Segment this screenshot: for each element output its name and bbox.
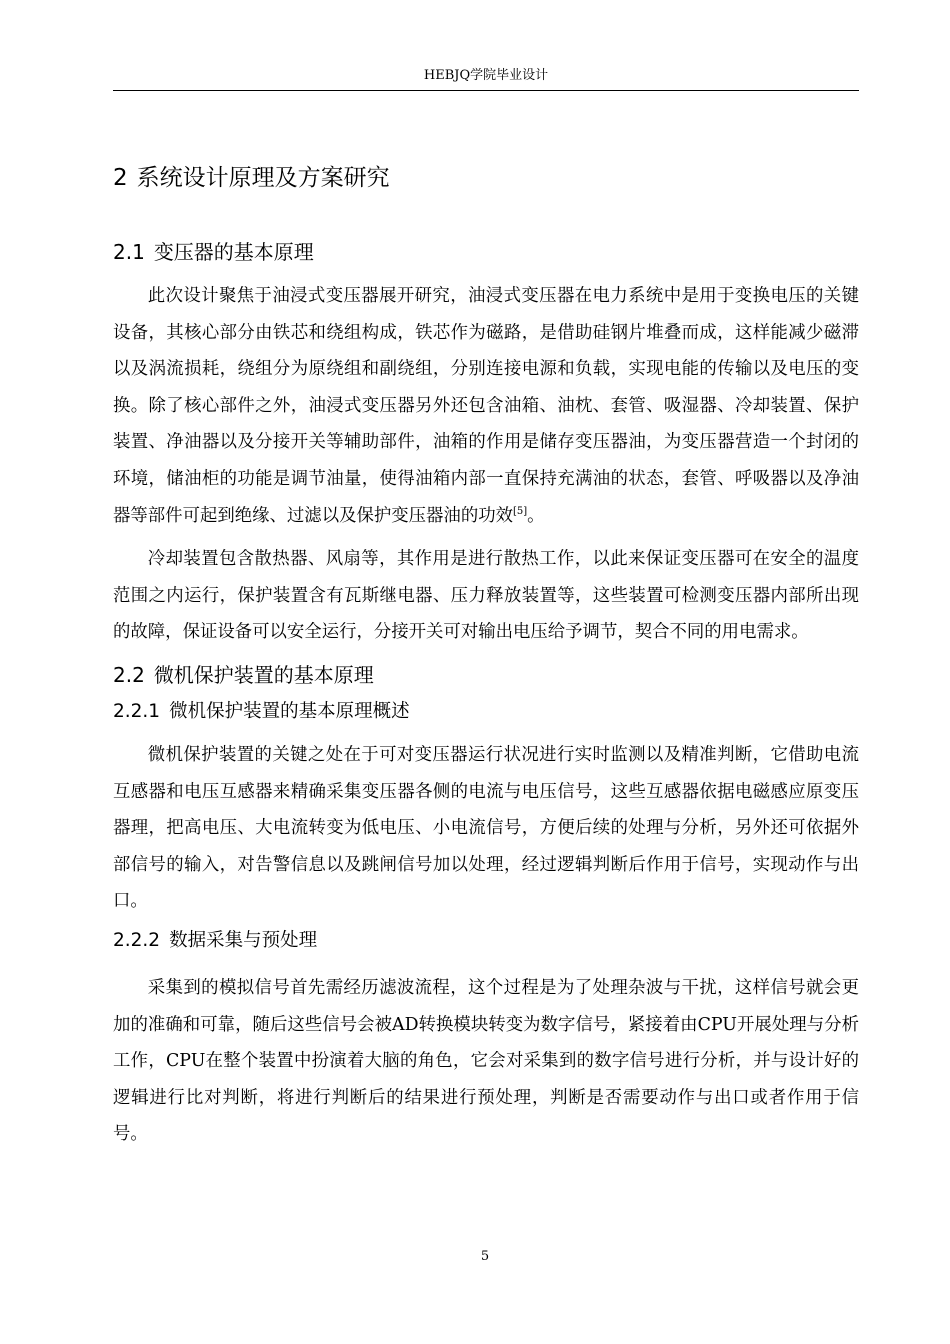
section-2-2-2-paragraph-1: 采集到的模拟信号首先需经历滤波流程，这个过程是为了处理杂波与干扰，这样信号就会更加的准确和可靠，随后这些信号会被AD转换模块转变为数字信号，紧接着由CPU开展处理与分析工作，CPU在整个装置中扮演着大脑的角色，它会对采集到的数字信号进行分析，并与设计好的逻辑进行比对判断，将进行判断后的结果进行预处理，判断是否需要动作与出口或者作用于信号。 <box>113 977 859 1145</box>
section-2-1-paragraph-1-text: 此次设计聚焦于油浸式变压器展开研究，油浸式变压器在电力系统中是用于变换电压的关键设备，其核心部分由铁芯和绕组构成，铁芯作为磁路，是借助硅钢片堆叠而成，这样能减少磁滞以及涡流损耗，绕组分为原绕组和副绕组，分别连接电源和负载，实现电能的传输以及电压的变换。除了核心部件之外，油浸式变压器另外还包含油箱、油枕、套管、吸湿器、冷却装置、保护装置、净油器以及分接开关等辅助部件，油箱的作用是储存变压器油，为变压器营造一个封闭的环境，储油柜的功能是调节油量，使得油箱内部一直保持充满油的状态，套管、呼吸器以及净油器等部件可起到绝缘、过滤以及保护变压器油的功效 <box>113 286 859 526</box>
page-number: 5 <box>480 1249 490 1264</box>
chapter-title: 系统设计原理及方案研究 <box>136 165 390 191</box>
page-content <box>113 158 859 1153</box>
section-2-2-1-title: 微机保护装置的基本原理概述 <box>169 700 410 722</box>
section-2-1-paragraph-1 <box>113 278 859 534</box>
citation-ref-5: [5] <box>513 505 528 517</box>
section-2-2-1-number: 2.2.1 <box>113 700 161 722</box>
section-2-2-heading <box>113 657 859 693</box>
chapter-number: 2 <box>113 165 128 191</box>
section-2-2-1-paragraph-1: 微机保护装置的关键之处在于可对变压器运行状况进行实时监测以及精准判断，它借助电流互感器和电压互感器来精确采集变压器各侧的电流与电压信号，这些互感器依据电磁感应原变压器理，把高电压、大电流转变为低电压、小电流信号，方便后续的处理与分析，另外还可依据外部信号的输入，对告警信息以及跳闸信号加以处理，经过逻辑判断后作用于信号，实现动作与出口。 <box>113 744 859 912</box>
section-2-1-heading <box>113 234 859 270</box>
page-header <box>113 66 859 91</box>
section-2-2-2-number: 2.2.2 <box>113 929 161 951</box>
header-text: HEBJQ学院毕业设计 <box>423 68 549 83</box>
section-2-1-number: 2.1 <box>113 240 145 264</box>
section-2-2-number: 2.2 <box>113 662 145 687</box>
section-2-2-2-title: 数据采集与预处理 <box>169 929 318 951</box>
section-2-2-1-heading <box>113 695 859 729</box>
section-2-2-title: 微机保护装置的基本原理 <box>153 662 374 687</box>
section-2-1-title: 变压器的基本原理 <box>153 240 314 264</box>
section-2-1-paragraph-2: 冷却装置包含散热器、风扇等，其作用是进行散热工作，以此来保证变压器可在安全的温度范围之内运行，保护装置含有瓦斯继电器、压力释放装置等，这些装置可检测变压器内部所出现的故障，保证设备可以安全运行，分接开关可对输出电压给予调节，契合不同的用电需求。 <box>113 549 859 643</box>
section-2-2-2-heading <box>113 924 859 958</box>
chapter-heading <box>113 158 859 198</box>
section-2-1-paragraph-1-end: 。 <box>527 505 545 526</box>
